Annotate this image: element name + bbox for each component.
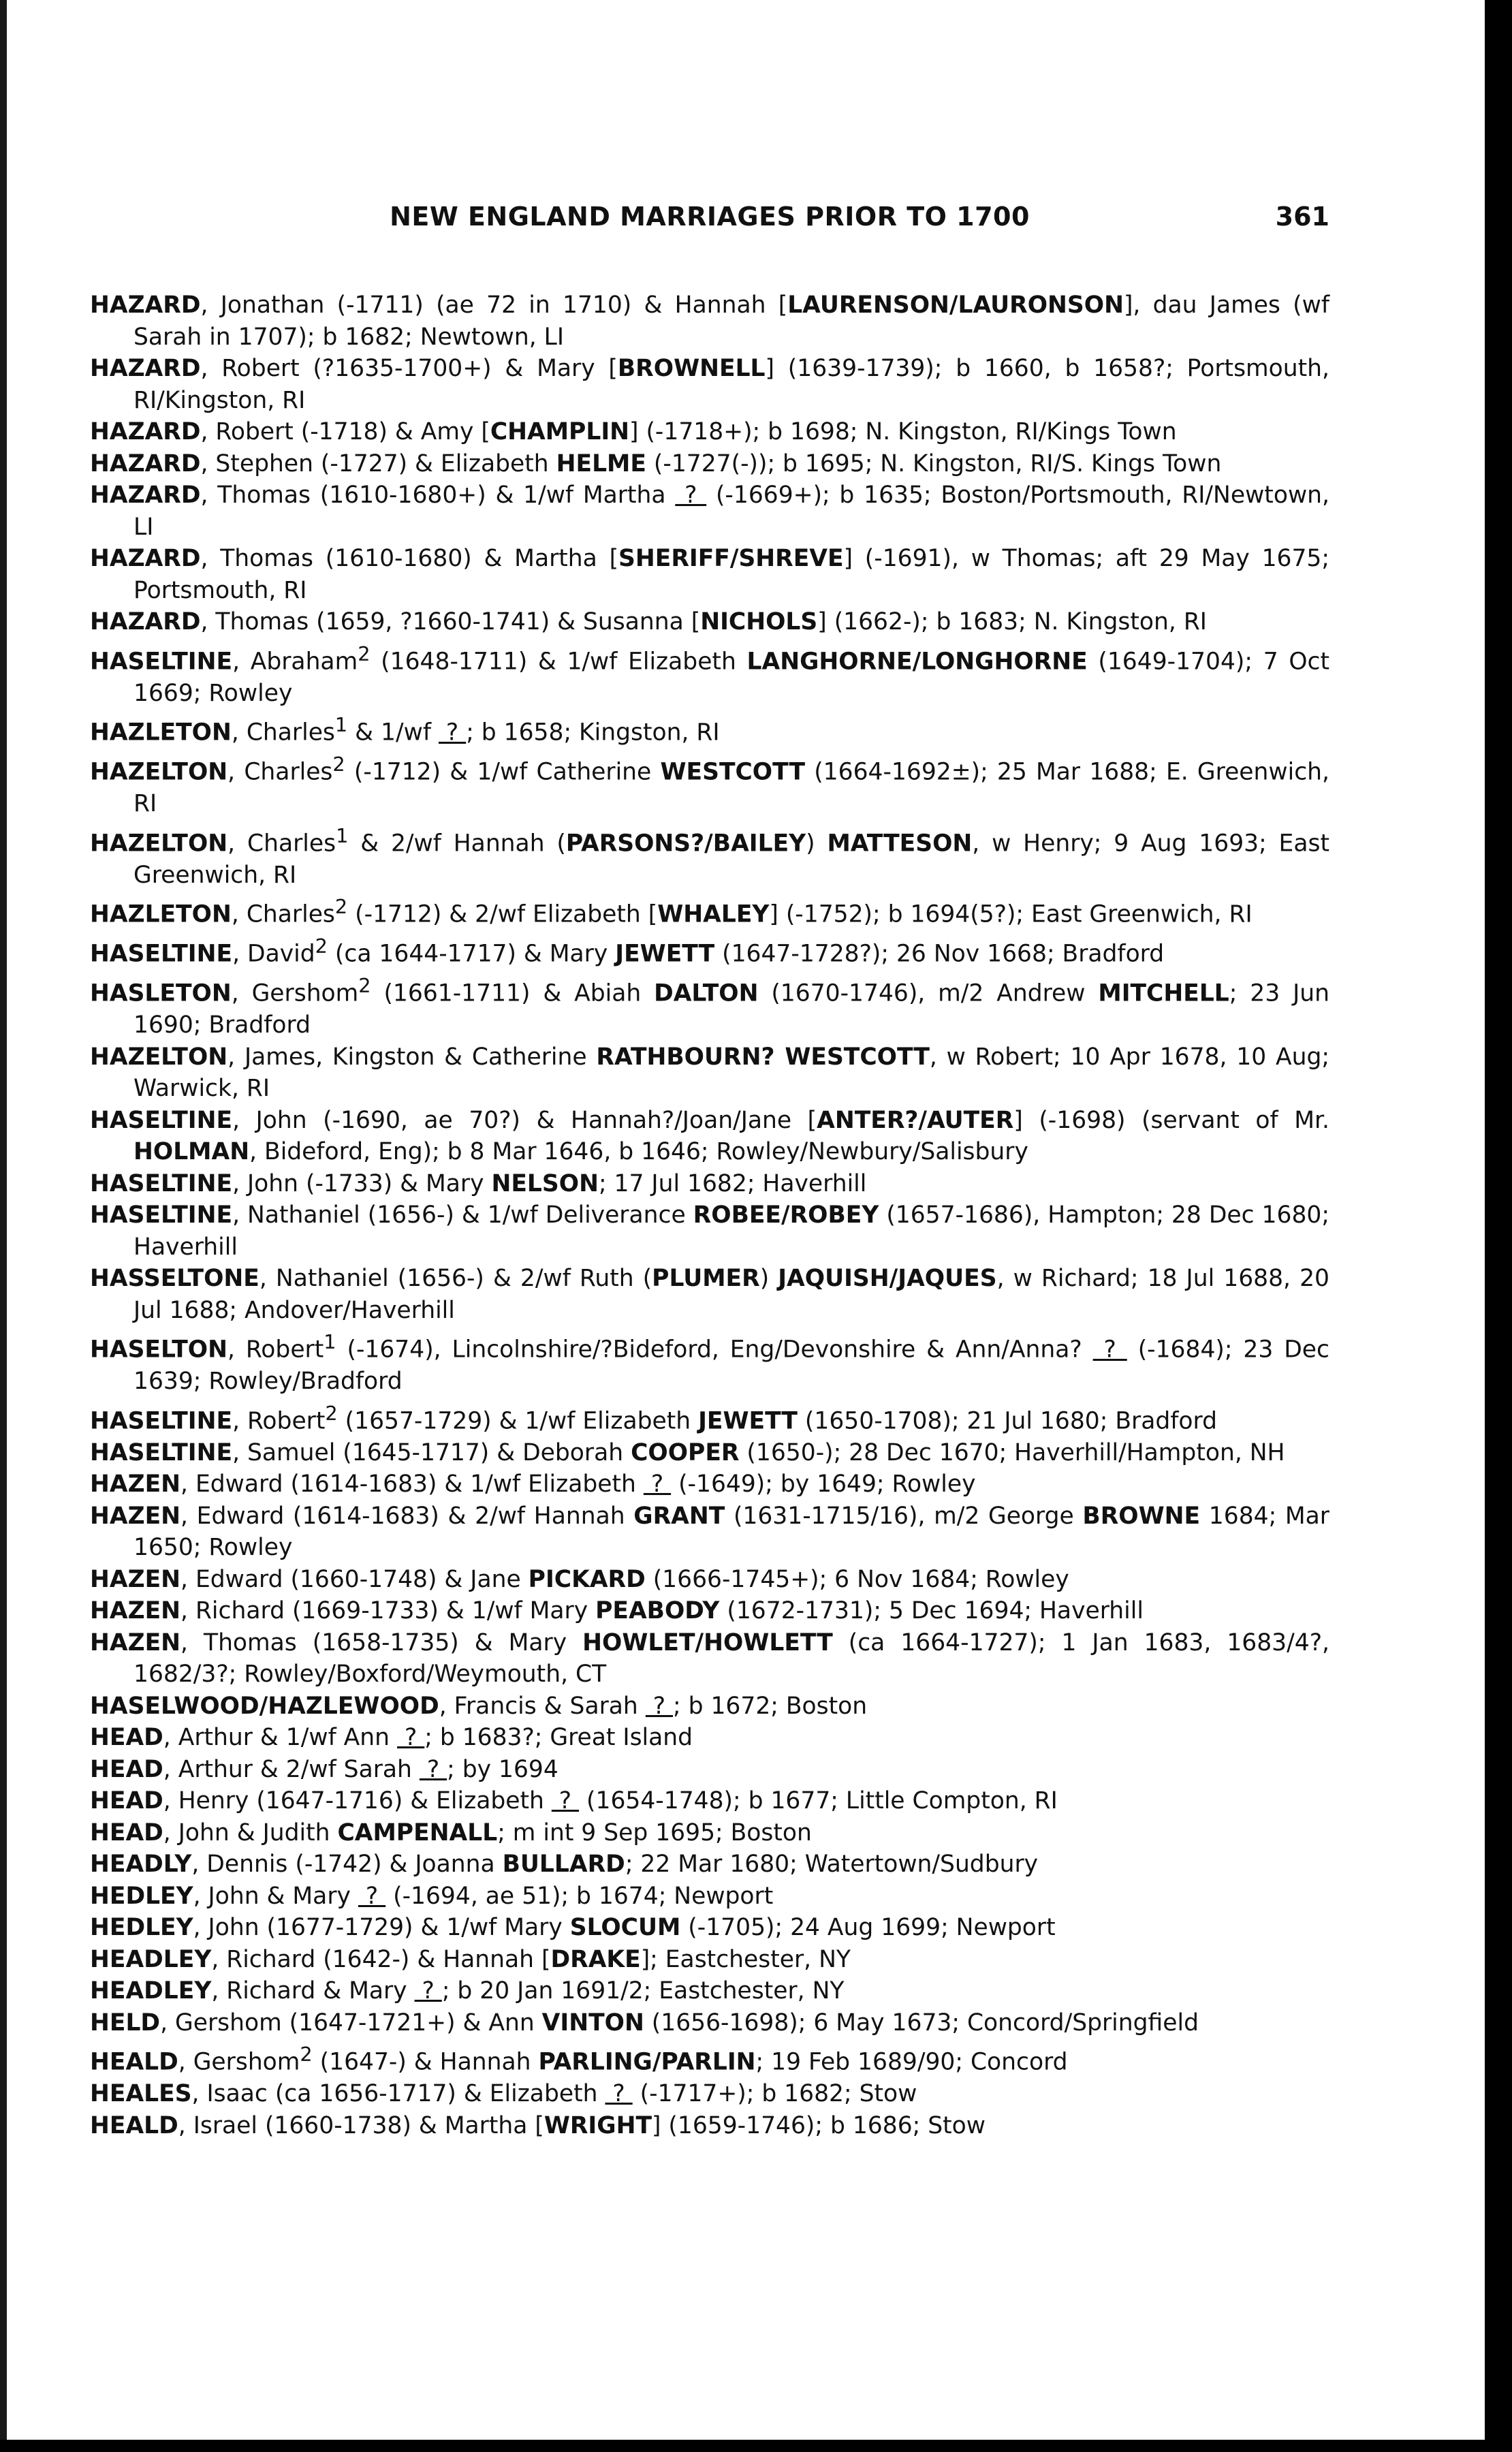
marriage-entry: HASELTINE, Abraham$^2$ (1648-1711) & 1/wf Elizabeth LANGHORNE/LONGHORNE (1649-1704); 7 Oct 1669; Rowley [90,642,1329,707]
marriage-entry: HEAD, Henry (1647-1716) & Elizabeth ? (1654-1748); b 1677; Little Compton, RI [90,1787,1058,1814]
marriage-entry: HAZEN, Edward (1614-1683) & 1/wf Elizabeth ? (-1649); by 1649; Rowley [90,1471,976,1498]
marriage-entry: HASELTINE, Nathaniel (1656-) & 1/wf Deliverance ROBEE/ROBEY (1657-1686), Hampton; 28 Dec 1680; Haverhill [90,1201,1329,1261]
marriage-entry: HAZARD, Robert (-1718) & Amy [CHAMPLIN] (-1718+); b 1698; N. Kingston, RI/Kings Town [90,418,1177,445]
marriage-entry: HAZARD, Robert (?1635-1700+) & Mary [BROWNELL] (1639-1739); b 1660, b 1658?; Portsmouth, RI/Kingston, RI [90,355,1329,414]
page-number: 361 [1275,202,1329,232]
marriage-entry: HAZLETON, Charles$^2$ (-1712) & 2/wf Elizabeth [WHALEY] (-1752); b 1694(5?); East Greenwich, RI [90,895,1253,928]
marriage-entries-list [90,289,1329,2141]
marriage-entry: HEADLEY, Richard (1642-) & Hannah [DRAKE]; Eastchester, NY [90,1945,851,1973]
marriage-entry: HAZELTON, James, Kingston & Catherine RATHBOURN? WESTCOTT, w Robert; 10 Apr 1678, 10 Aug; Warwick, RI [90,1043,1330,1102]
marriage-entry: HAZEN, Edward (1660-1748) & Jane PICKARD (1666-1745+); 6 Nov 1684; Rowley [90,1565,1069,1593]
running-title: NEW ENGLAND MARRIAGES PRIOR TO 1700 [390,202,1030,232]
marriage-entry: HELD, Gershom (1647-1721+) & Ann VINTON (1656-1698); 6 May 1673; Concord/Springfield [90,2009,1199,2037]
marriage-entry: HEAD, John & Judith CAMPENALL; m int 9 Sep 1695; Boston [90,1819,812,1846]
marriage-entry: HASELTINE, John (-1690, ae 70?) & Hannah?/Joan/Jane [ANTER?/AUTER] (-1698) (servant of Mr. HOLMAN, Bideford, Eng); b 8 Mar 1646, b 1646; Rowley/Newbury/Salisbury [90,1106,1329,1165]
marriage-entry: HASLETON, Gershom$^2$ (1661-1711) & Abiah DALTON (1670-1746), m/2 Andrew MITCHELL; 23 Jun 1690; Bradford [90,974,1329,1039]
marriage-entry: HAZARD, Thomas (1610-1680) & Martha [SHERIFF/SHREVE] (-1691), w Thomas; aft 29 May 1675; Portsmouth, RI [90,545,1330,604]
page-header [90,202,1329,242]
marriage-entry: HASELTINE, John (-1733) & Mary NELSON; 17 Jul 1682; Haverhill [90,1169,867,1197]
marriage-entry: HAZARD, Thomas (1659, ?1660-1741) & Susanna [NICHOLS] (1662-); b 1683; N. Kingston, RI [90,608,1207,635]
marriage-entry: HASELTINE, Samuel (1645-1717) & Deborah COOPER (1650-); 28 Dec 1670; Haverhill/Hampton, NH [90,1439,1285,1466]
marriage-entry: HEDLEY, John & Mary ? (-1694, ae 51); b 1674; Newport [90,1882,774,1910]
marriage-entry: HEALES, Isaac (ca 1656-1717) & Elizabeth ? (-1717+); b 1682; Stow [90,2080,917,2107]
marriage-entry: HAZEN, Thomas (1658-1735) & Mary HOWLET/HOWLETT (ca 1664-1727); 1 Jan 1683, 1683/4?, 1682/3?; Rowley/Boxford/Weymouth, CT [90,1629,1329,1688]
marriage-entry: HAZELTON, Charles$^2$ (-1712) & 1/wf Catherine WESTCOTT (1664-1692±); 25 Mar 1688; E. Greenwich, RI [90,753,1330,817]
marriage-entry: HEAD, Arthur & 2/wf Sarah ? ; by 1694 [90,1755,558,1783]
scan-edge-right [1485,0,1512,2452]
marriage-entry: HAZARD, Stephen (-1727) & Elizabeth HELME (-1727(-)); b 1695; N. Kingston, RI/S. Kings Town [90,450,1222,477]
marriage-entry: HEALD, Gershom$^2$ (1647-) & Hannah PARLING/PARLIN; 19 Feb 1689/90; Concord [90,2043,1068,2076]
marriage-entry: HAZEN, Edward (1614-1683) & 2/wf Hannah GRANT (1631-1715/16), m/2 George BROWNE 1684; Mar 1650; Rowley [90,1502,1329,1561]
marriage-entry: HASELWOOD/HAZLEWOOD, Francis & Sarah ? ; b 1672; Boston [90,1692,868,1720]
marriage-entry: HAZARD, Jonathan (-1711) (ae 72 in 1710) & Hannah [LAURENSON/LAURONSON], dau James (wf Sarah in 1707); b 1682; Newtown, LI [90,292,1329,351]
marriage-entry: HEALD, Israel (1660-1738) & Martha [WRIGHT] (1659-1746); b 1686; Stow [90,2111,986,2139]
scan-edge-bottom [0,2440,1512,2452]
marriage-entry: HASELTINE, David$^2$ (ca 1644-1717) & Mary JEWETT (1647-1728?); 26 Nov 1668; Bradford [90,934,1165,968]
marriage-entry: HASSELTONE, Nathaniel (1656-) & 2/wf Ruth (PLUMER) JAQUISH/JAQUES, w Richard; 18 Jul 1688, 20 Jul 1688; Andover/Haverhill [90,1265,1329,1324]
marriage-entry: HAZEN, Richard (1669-1733) & 1/wf Mary PEABODY (1672-1731); 5 Dec 1694; Haverhill [90,1597,1144,1624]
marriage-entry: HASELTON, Robert$^1$ (-1674), Lincolnshire/?Bideford, Eng/Devonshire & Ann/Anna? ? (-1684); 23 Dec 1639; Rowley/Bradford [90,1330,1329,1395]
marriage-entry: HAZLETON, Charles$^1$ & 1/wf ? ; b 1658; Kingston, RI [90,713,720,746]
marriage-entry: HEAD, Arthur & 1/wf Ann ? ; b 1683?; Great Island [90,1724,693,1751]
marriage-entry: HEADLEY, Richard & Mary ? ; b 20 Jan 1691/2; Eastchester, NY [90,1977,845,2005]
marriage-entry: HEDLEY, John (1677-1729) & 1/wf Mary SLOCUM (-1705); 24 Aug 1699; Newport [90,1914,1056,1941]
marriage-entry: HAZARD, Thomas (1610-1680+) & 1/wf Martha ? (-1669+); b 1635; Boston/Portsmouth, RI/Newtown, LI [90,482,1329,541]
marriage-entry: HEADLY, Dennis (-1742) & Joanna BULLARD; 22 Mar 1680; Watertown/Sudbury [90,1851,1039,1878]
marriage-entry: HASELTINE, Robert$^2$ (1657-1729) & 1/wf Elizabeth JEWETT (1650-1708); 21 Jul 1680; Bradford [90,1401,1217,1434]
marriage-entry: HAZELTON, Charles$^1$ & 2/wf Hannah (PARSONS?/BAILEY) MATTESON, w Henry; 9 Aug 1693; East Greenwich, RI [90,823,1329,889]
scan-edge-left [0,0,7,2452]
